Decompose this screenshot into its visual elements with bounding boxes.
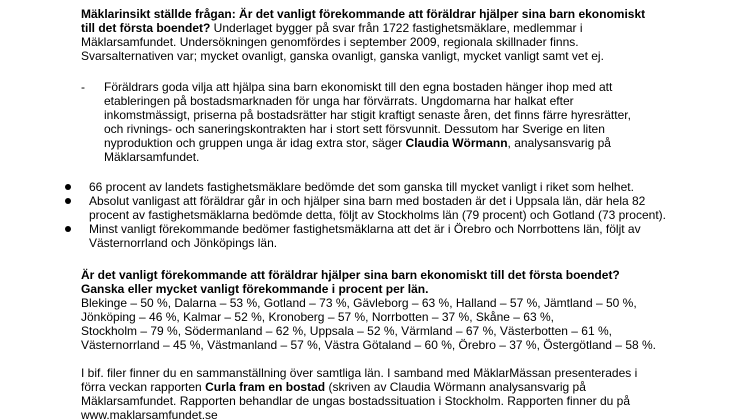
- intro-lead-bold-2: till det första boendet?: [81, 21, 211, 35]
- intro-line3: Mäklarsamfundet. Undersökningen genomfördes i september 2009, regionala skillnader finns.: [81, 35, 579, 49]
- footer-line-3: Mäklarsamfundet. Rapporten behandlar de ungas bostadssituation i Stockholm. Rapporten finner du på: [81, 394, 631, 408]
- list-item: [89, 194, 709, 222]
- bullet-dot: [65, 184, 71, 190]
- quote-paragraph: [104, 80, 704, 164]
- quote-line-1: Föräldrars goda vilja att hjälpa sina barn ekonomiskt till den egna bostaden hänger ihop med att: [104, 80, 613, 94]
- footer-link[interactable]: www.maklarsamfundet.se: [81, 408, 218, 419]
- results-line-2: Jönköping – 46 %, Kalmar – 52 %, Kronoberg – 57 %, Norrbotten – 37 %, Skåne – 63 %,: [81, 310, 554, 324]
- footer-paragraph: [81, 366, 701, 419]
- intro-line4: Svarsalternativen var; mycket ovanligt, ganska ovanligt, ganska vanligt, mycket vanligt samt vet ej.: [81, 49, 604, 63]
- quote-line-2: etableringen på bostadsmarknaden för unga har förvärrats. Ungdomarna har halkat efter: [104, 94, 574, 108]
- intro-line2-text: Underlaget bygger på svar från 1722 fastighetsmäklare, medlemmar i: [210, 21, 583, 35]
- quote-last-line: Mäklarsamfundet.: [104, 150, 200, 164]
- quote-speaker: Claudia Wörmann: [405, 136, 508, 150]
- bullet-3-line-1: Minst vanligt förekommande bedömer fastighetsmäklarna att det är i Örebro och Norrbottens län, följt av: [89, 222, 641, 236]
- quote-line-4: och rivnings- och saneringskontrakten har i stort sett försvunnit. Dessutom har Sverige en liten: [104, 122, 605, 136]
- footer-line-1: I bif. filer finner du en sammanställning över samtliga län. I samband med MäklarMässan presenterades i: [81, 366, 638, 380]
- bullet-3-line-2: Västernorrland och Jönköpings län.: [89, 236, 278, 250]
- quote-line-3: inkomstmässigt, priserna på bostadsrätter har stigit kraftigt senaste åren, det finns färre hyresrätter,: [104, 108, 631, 122]
- results-line-3: Stockholm – 79 %, Södermanland – 62 %, Uppsala – 52 %, Värmland – 67 %, Västerbotten – 61 %,: [81, 324, 612, 338]
- results-line-1: Blekinge – 50 %, Dalarna – 53 %, Gotland – 73 %, Gävleborg – 63 %, Halland – 57 %, Jämtland – 50 %,: [81, 296, 637, 310]
- list-item: [89, 180, 709, 194]
- quote-section: [0, 80, 746, 170]
- bullet-1-line-1: 66 procent av landets fastighetsmäklare bedömde det som ganska till mycket vanligt i riket som helhet.: [89, 180, 634, 194]
- quote-line-5: nyproduktion och gruppen unga är idag extra stor, säger: [104, 136, 406, 150]
- bullet-2-line-2: procent av fastighetsmäklarna bedömde detta, följt av Stockholms län (79 procent) och Gotland (73 procent).: [89, 208, 666, 222]
- report-title: Curla fram en bostad: [205, 380, 326, 394]
- list-item: [89, 222, 709, 250]
- bullet-2-line-1: Absolut vanligast att föräldrar går in och hjälper sina barn med bostaden är det i Uppsala län, där hela 82: [89, 194, 646, 208]
- dash-marker: -: [81, 80, 85, 94]
- footer-line-2-pre: förra veckan rapporten: [81, 380, 206, 394]
- results-heading-1: Är det vanligt förekommande att föräldrar hjälper sina barn ekonomiskt till det första boendet?: [81, 268, 620, 282]
- intro-lead-bold: Mäklarinsikt ställde frågan: Är det vanligt förekommande att föräldrar hjälper sina barn ekonomiskt: [81, 7, 646, 21]
- bullet-dot: [65, 226, 71, 232]
- bullet-dot: [65, 198, 71, 204]
- results-line-4: Västernorrland – 45 %, Västmanland – 57 %, Västra Götaland – 60 %, Örebro – 37 %, Östergötland – 58 %.: [81, 338, 656, 352]
- quote-speaker-role: , analysansvarig på: [507, 136, 611, 150]
- results-heading-2: Ganska eller mycket vanligt förekommande i procent per län.: [81, 282, 429, 296]
- intro-paragraph: [81, 7, 701, 63]
- results-section: [81, 268, 701, 352]
- bullet-list: [0, 180, 746, 260]
- footer-line-2-post: (skriven av Claudia Wörmann analysansvarig på: [325, 380, 586, 394]
